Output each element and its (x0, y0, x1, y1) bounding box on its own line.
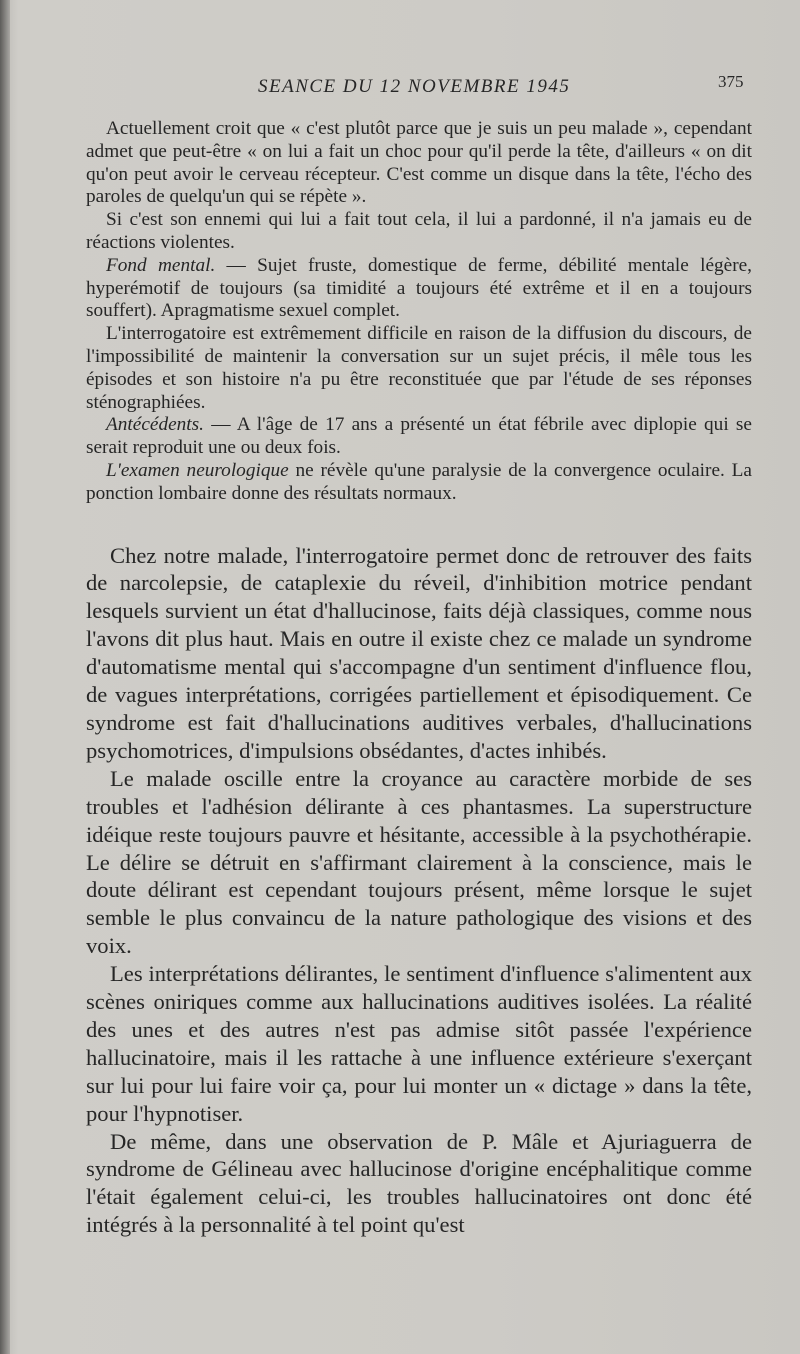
page-binding-edge (0, 0, 10, 1354)
paragraph: Le malade oscille entre la croyance au caractère morbide de ses troubles et l'adhésion délirante à ces phantasmes. La superstructure idéique reste toujours pauvre et hésitante, accessible à la psychothérapie. Le délire se détruit en s'affirmant clairement à la conscience, mais le doute délirant est cependant toujours présent, même lorsque le sujet semble le plus convaincu de la nature pathologique des visions et des voix. (86, 765, 752, 959)
paragraph-text: L'interrogatoire est extrêmement difficile en raison de la diffusion du discours, de l'impossibilité de maintenir la conversation sur un sujet précis, il mêle tous les épisodes et son histoire n'a pu être reconstituée que par l'étude de ses réponses sténographiées. (86, 323, 752, 413)
paragraph: De même, dans une observation de P. Mâle et Ajuriaguerra de syndrome de Gélineau avec hallucinose d'origine encéphalitique comme l'était également celui-ci, les troubles hallucinatoires ont donc été intégrés à la personnalité à tel point qu'est (86, 1128, 752, 1238)
observation-section (86, 118, 752, 506)
paragraph-label: Fond mental. (106, 254, 216, 276)
paragraph (86, 255, 752, 323)
paragraph-text: ne révèle qu'une paralysie de la convergence oculaire. La ponction lombaire donne des résultats normaux. (86, 459, 752, 504)
discussion-section (86, 542, 752, 1240)
paragraph-text: — Sujet fruste, domestique de ferme, débilité mentale légère, hyperémotif de toujours (sa timidité a toujours été extrême et il en a toujours souffert). Apragmatisme sexuel complet. (86, 254, 752, 322)
page-number: 375 (718, 72, 744, 91)
paragraph-text: Si c'est son ennemi qui lui a fait tout cela, il lui a pardonné, il n'a jamais eu de réactions violentes. (86, 209, 752, 253)
page-body (86, 118, 752, 1239)
paragraph-label: Antécédents. (106, 414, 204, 436)
paragraph-text: Actuellement croit que « c'est plutôt parce que je suis un peu malade », cependant admet que peut-être « on lui a fait un choc pour qu'il perde la tête, d'ailleurs « on dit qu'on peut avoir le cerveau récepteur. C'est comme un disque dans la tête, l'écho des paroles de quelqu'un qui se répète ». (86, 118, 752, 208)
paragraph (86, 118, 752, 209)
paragraph: Les interprétations délirantes, le sentiment d'influence s'alimentent aux scènes oniriques comme aux hallucinations auditives isolées. La réalité des unes et des autres n'est pas admise sitôt passée l'expérience hallucinatoire, mais il les rattache à une influence extérieure s'exerçant sur lui pour lui faire voir ça, pour lui monter un « dictage » dans la tête, pour l'hypnotiser. (86, 961, 752, 1126)
paragraph (86, 414, 752, 460)
paragraph-label: L'examen neurologique (106, 459, 289, 481)
paragraph: Chez notre malade, l'interrogatoire permet donc de retrouver des faits de narcolepsie, de cataplexie du réveil, d'inhibition motrice pendant lesquels survient un état d'hallucinose, faits déjà classiques, comme nous l'avons dit plus haut. Mais en outre il existe chez ce malade un syndrome d'automatisme mental qui s'accompagne d'un sentiment d'influence flou, de vagues interprétations, corrigées partiellement et épisodiquement. Ce syndrome est fait d'hallucinations auditives verbales, d'hallucinations psychomotrices, d'impulsions obsédantes, d'actes inhibés. (86, 542, 752, 763)
paragraph-text: — A l'âge de 17 ans a présenté un état fébrile avec diplopie qui se serait reproduit une ou deux fois. (86, 414, 752, 459)
paragraph (86, 209, 752, 255)
paragraph (86, 460, 752, 506)
page-header (0, 72, 800, 106)
paragraph (86, 323, 752, 414)
running-head: SEANCE DU 12 NOVEMBRE 1945 (258, 76, 571, 97)
